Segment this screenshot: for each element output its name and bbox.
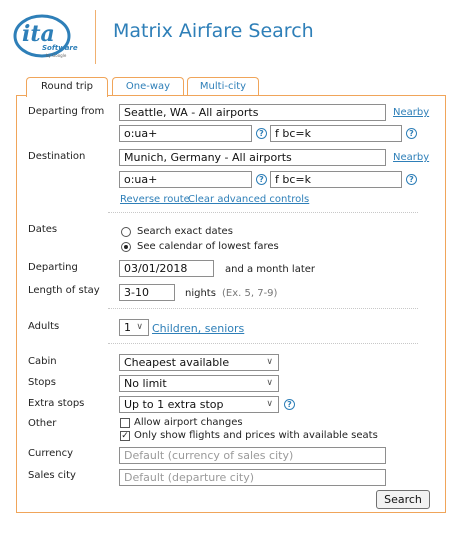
departing-date-suffix: and a month later <box>225 264 316 275</box>
ita-software-logo <box>12 14 80 60</box>
header-divider <box>95 10 96 64</box>
available-seats-checkbox[interactable]: ✓ <box>121 431 129 441</box>
stops-label: Stops <box>28 377 56 388</box>
destination-label: Destination <box>28 151 86 162</box>
length-of-stay-label: Length of stay <box>28 285 100 296</box>
radio-exact-dates[interactable] <box>121 227 131 237</box>
radio-calendar[interactable] <box>121 242 131 252</box>
chevron-down-icon: ∨ <box>266 357 273 367</box>
allow-airport-changes-label: Allow airport changes <box>134 417 243 428</box>
departing-extension-input[interactable]: f bc=k <box>270 125 402 142</box>
chevron-down-icon: ∨ <box>136 322 143 332</box>
section-divider <box>108 308 418 309</box>
help-icon[interactable]: ? <box>256 174 267 185</box>
help-icon[interactable]: ? <box>284 399 295 410</box>
tab-multi-city[interactable]: Multi-city <box>187 77 259 95</box>
logo-word: ita <box>22 21 55 47</box>
cabin-select[interactable] <box>119 354 279 371</box>
sales-city-input[interactable]: Default (departure city) <box>119 469 386 486</box>
help-icon[interactable]: ? <box>256 128 267 139</box>
section-divider <box>108 343 418 344</box>
tab-one-way[interactable]: One-way <box>112 77 184 95</box>
currency-label: Currency <box>28 448 74 459</box>
search-button[interactable]: Search <box>376 490 430 509</box>
destination-extension-input[interactable]: f bc=k <box>270 171 402 188</box>
allow-airport-changes-checkbox[interactable] <box>120 418 130 428</box>
stay-hint: (Ex. 5, 7-9) <box>222 288 278 299</box>
destination-input[interactable]: Munich, Germany - All airports <box>119 149 386 166</box>
clear-advanced-controls-link[interactable]: Clear advanced controls <box>188 194 310 205</box>
stops-select[interactable] <box>119 375 279 392</box>
destination-routing-input[interactable]: o:ua+ <box>119 171 252 188</box>
calendar-label: See calendar of lowest fares <box>137 241 279 252</box>
departing-date-label: Departing <box>28 262 78 273</box>
departing-date-input[interactable]: 03/01/2018 <box>119 260 214 277</box>
length-of-stay-input[interactable]: 3-10 <box>119 284 175 301</box>
app-title: Matrix Airfare Search <box>113 20 314 42</box>
cabin-label: Cabin <box>28 356 57 367</box>
nights-label: nights <box>185 288 216 299</box>
logo-by-google: by Google <box>46 53 67 58</box>
extra-stops-value: Up to 1 extra stop <box>124 398 224 411</box>
help-icon[interactable]: ? <box>406 128 417 139</box>
departing-routing-input[interactable]: o:ua+ <box>119 125 252 142</box>
extra-stops-label: Extra stops <box>28 398 85 409</box>
exact-dates-label: Search exact dates <box>137 226 233 237</box>
stops-value: No limit <box>124 377 167 390</box>
chevron-down-icon: ∨ <box>266 399 273 409</box>
logo-sub: Software <box>42 44 78 52</box>
adults-label: Adults <box>28 321 60 332</box>
children-seniors-link[interactable]: Children, seniors <box>152 322 245 335</box>
currency-input[interactable]: Default (currency of sales city) <box>119 447 386 464</box>
extra-stops-select[interactable] <box>119 396 279 413</box>
chevron-down-icon: ∨ <box>266 378 273 388</box>
adults-select[interactable] <box>119 319 149 336</box>
reverse-route-link[interactable]: Reverse route <box>120 194 190 205</box>
tab-round-trip[interactable]: Round trip <box>26 77 108 97</box>
departing-from-input[interactable]: Seattle, WA - All airports <box>119 104 386 121</box>
available-seats-label: Only show flights and prices with available seats <box>134 430 378 441</box>
sales-city-label: Sales city <box>28 470 76 481</box>
section-divider <box>108 212 418 213</box>
cabin-value: Cheapest available <box>124 356 230 369</box>
adults-value: 1 <box>124 321 131 334</box>
other-label: Other <box>28 418 57 429</box>
help-icon[interactable]: ? <box>406 174 417 185</box>
destination-nearby-link[interactable]: Nearby <box>393 152 430 163</box>
departing-from-label: Departing from <box>28 106 105 117</box>
dates-label: Dates <box>28 224 58 235</box>
departing-nearby-link[interactable]: Nearby <box>393 107 430 118</box>
